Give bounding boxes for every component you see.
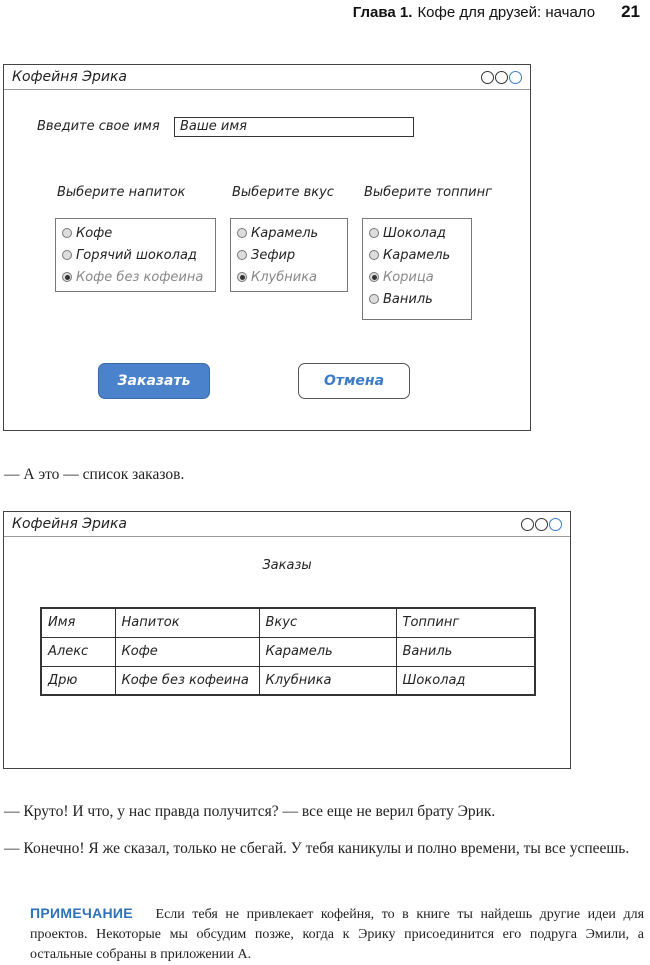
- radio-selected-icon[interactable]: [62, 272, 72, 282]
- note-box: [30, 903, 644, 965]
- minimize-icon[interactable]: [481, 71, 494, 84]
- option-label: Горячий шоколад: [76, 247, 197, 263]
- column-header: Напиток: [115, 608, 259, 637]
- radio-icon[interactable]: [369, 250, 379, 260]
- maximize-icon[interactable]: [495, 71, 508, 84]
- order-form-window: [3, 64, 531, 431]
- radio-icon[interactable]: [237, 250, 247, 260]
- table-cell: Ваниль: [396, 637, 535, 666]
- drink-options: [55, 218, 216, 292]
- radio-icon[interactable]: [369, 294, 379, 304]
- window-title: Кофейня Эрика: [12, 516, 128, 532]
- radio-option[interactable]: [237, 244, 341, 266]
- dialog-paragraph-1: — Круто! И что, у нас правда получится? — все еще не верил брату Эрик.: [4, 803, 496, 820]
- option-label: Шоколад: [383, 225, 446, 241]
- radio-option[interactable]: [369, 244, 465, 266]
- radio-icon[interactable]: [62, 228, 72, 238]
- option-label: Карамель: [251, 225, 319, 241]
- orders-intro-text: — А это — список заказов.: [4, 466, 185, 483]
- minimize-icon[interactable]: [521, 518, 534, 531]
- flavor-options: [230, 218, 348, 292]
- option-label: Кофе без кофеина: [76, 269, 204, 285]
- orders-window: [3, 511, 571, 769]
- window-controls: [481, 71, 522, 84]
- close-icon[interactable]: [509, 71, 522, 84]
- radio-option[interactable]: [62, 222, 209, 244]
- option-label: Карамель: [383, 247, 451, 263]
- table-cell: Алекс: [41, 637, 115, 666]
- option-label: Ваниль: [383, 291, 433, 307]
- window-title: Кофейня Эрика: [12, 69, 128, 85]
- column-header: Топпинг: [396, 608, 535, 637]
- topping-group-label: Выберите топпинг: [364, 185, 492, 200]
- radio-option-selected[interactable]: [369, 266, 465, 288]
- table-header-row: [41, 608, 535, 637]
- orders-heading: Заказы: [262, 558, 312, 573]
- radio-selected-icon[interactable]: [237, 272, 247, 282]
- orders-table: [40, 607, 536, 696]
- name-label: Введите свое имя: [37, 119, 160, 134]
- radio-option[interactable]: [369, 222, 465, 244]
- radio-option-selected[interactable]: [62, 266, 209, 288]
- name-input[interactable]: Ваше имя: [174, 117, 414, 137]
- chapter-label: Глава 1.: [352, 4, 413, 21]
- dialog-paragraph-2: — Конечно! Я же сказал, только не сбегай. У тебя каникулы и полно времени, ты все успеешь.: [4, 840, 630, 857]
- table-cell: Карамель: [259, 637, 396, 666]
- radio-icon[interactable]: [237, 228, 247, 238]
- radio-option-selected[interactable]: [237, 266, 341, 288]
- option-label: Зефир: [251, 247, 296, 263]
- column-header: Имя: [41, 608, 115, 637]
- option-label: Клубника: [251, 269, 318, 285]
- radio-option[interactable]: [237, 222, 341, 244]
- radio-icon[interactable]: [369, 228, 379, 238]
- window-titlebar: [4, 512, 570, 537]
- window-titlebar: [4, 65, 530, 90]
- maximize-icon[interactable]: [535, 518, 548, 531]
- page-header: [353, 2, 640, 24]
- radio-selected-icon[interactable]: [369, 272, 379, 282]
- table-cell: Шоколад: [396, 666, 535, 695]
- close-icon[interactable]: [549, 518, 562, 531]
- window-controls: [521, 518, 562, 531]
- table-cell: Кофе: [115, 637, 259, 666]
- table-row[interactable]: [41, 637, 535, 666]
- table-cell: Дрю: [41, 666, 115, 695]
- option-label: Кофе: [76, 225, 113, 241]
- topping-options: [362, 218, 472, 320]
- table-cell: Кофе без кофеина: [115, 666, 259, 695]
- table-cell: Клубника: [259, 666, 396, 695]
- order-button[interactable]: Заказать: [98, 363, 210, 399]
- note-label: ПРИМЕЧАНИЕ: [30, 905, 133, 921]
- note-text: Если тебя не привлекает кофейня, то в книге ты найдешь другие идеи для проектов. Некоторые мы обсудим позже, когда к Эрику присоединится его подруга Эмили, а остальные собраны в приложении А.: [30, 907, 645, 962]
- option-label: Корица: [383, 269, 434, 285]
- radio-icon[interactable]: [62, 250, 72, 260]
- flavor-group-label: Выберите вкус: [232, 185, 334, 200]
- chapter-title: Кофе для друзей: начало: [417, 4, 596, 21]
- column-header: Вкус: [259, 608, 396, 637]
- page-number: 21: [621, 2, 640, 21]
- drink-group-label: Выберите напиток: [57, 185, 186, 200]
- radio-option[interactable]: [369, 288, 465, 310]
- table-row[interactable]: [41, 666, 535, 695]
- cancel-button[interactable]: Отмена: [298, 363, 410, 399]
- radio-option[interactable]: [62, 244, 209, 266]
